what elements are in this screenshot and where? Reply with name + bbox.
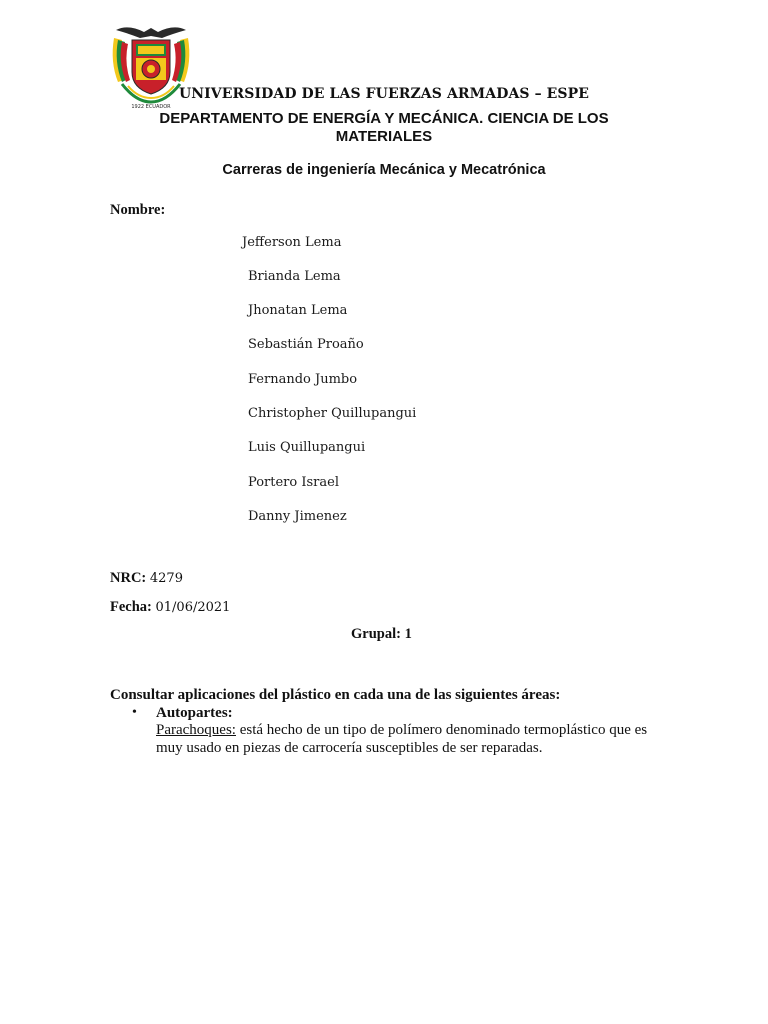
name-item: Fernando Jumbo: [248, 372, 358, 387]
fecha-label: Fecha:: [110, 599, 152, 615]
name-item: Jefferson Lema: [242, 235, 342, 250]
name-item: Danny Jimenez: [248, 509, 347, 524]
name-item: Christopher Quillupangui: [248, 406, 417, 421]
university-title: UNIVERSIDAD DE LAS FUERZAS ARMADAS – ESPE: [178, 86, 590, 102]
nrc-label: NRC:: [110, 570, 147, 586]
fecha-row: [110, 599, 230, 616]
name-item: Brianda Lema: [248, 269, 341, 284]
logo-text: 1922 ECUADOR: [131, 104, 171, 110]
careers-subtitle: Carreras de ingeniería Mecánica y Mecatrónica: [222, 162, 546, 178]
bullet-paragraph: [156, 721, 676, 757]
fecha-value: 01/06/2021: [155, 600, 231, 615]
consultar-heading: Consultar aplicaciones del plástico en cada una de las siguientes áreas:: [110, 687, 561, 703]
nombre-label: Nombre:: [110, 202, 166, 218]
bullet-text: está hecho de un tipo de polímero denominado termoplástico que es muy usado en piezas de carrocería susceptibles de ser reparadas.: [156, 722, 648, 756]
department-title: DEPARTAMENTO DE ENERGÍA Y MECÁNICA. CIENCIA DE LOS MATERIALES: [159, 110, 609, 145]
bullet-title: Autopartes:: [156, 705, 233, 721]
name-item: Luis Quillupangui: [248, 440, 366, 455]
name-item: Sebastián Proaño: [248, 337, 364, 352]
name-item: Portero Israel: [248, 475, 339, 490]
term-parachoques: Parachoques:: [156, 722, 236, 738]
name-item: Jhonatan Lema: [248, 303, 348, 318]
nrc-row: [110, 570, 183, 587]
nrc-value: 4279: [149, 571, 183, 586]
grupal-label: Grupal: 1: [351, 626, 412, 642]
bullet-icon: •: [132, 705, 137, 720]
